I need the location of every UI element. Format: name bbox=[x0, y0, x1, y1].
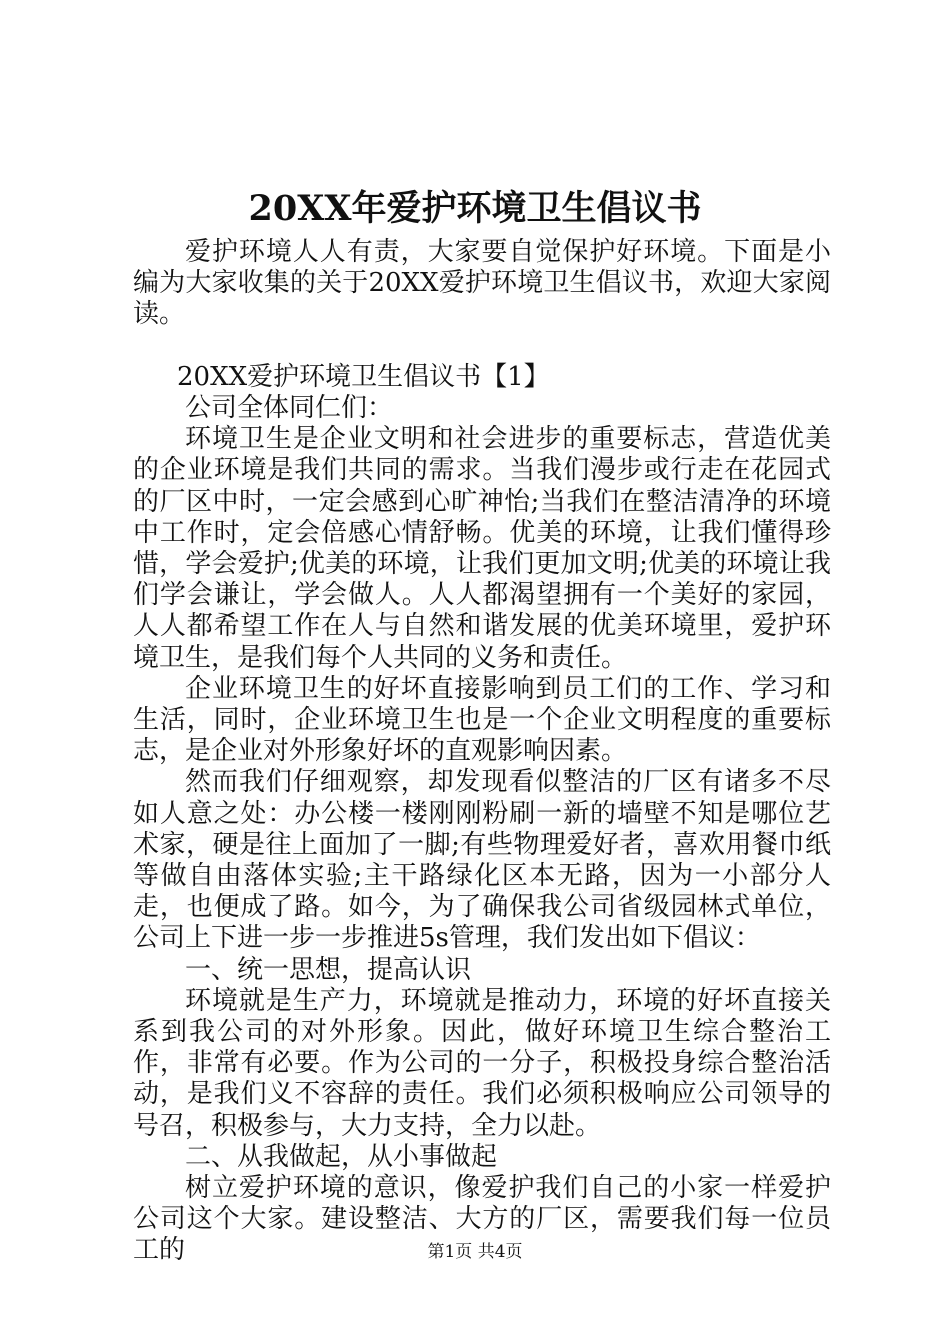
body-paragraph: 树立爱护环境的意识，像爱护我们自己的小家一样爱护公司这个大家。建设整洁、大方的厂区，需要我们每一位员工的 bbox=[133, 1173, 831, 1266]
body-paragraph: 企业环境卫生的好坏直接影响到员工们的工作、学习和生活，同时，企业环境卫生也是一个企业文明程度的重要标志，是企业对外形象好坏的直观影响因素。 bbox=[133, 673, 831, 767]
body-paragraph: 环境就是生产力，环境就是推动力，环境的好坏直接关系到我公司的对外形象。因此，做好环境卫生综合整治工作，非常有必要。作为公司的一分子，积极投身综合整治活动，是我们义不容辞的责任。我们必须积极响应公司领导的号召，积极参与，大力支持，全力以赴。 bbox=[133, 985, 831, 1141]
document-body bbox=[133, 237, 831, 1267]
intro-paragraph: 爱护环境人人有责，大家要自觉保护好环境。下面是小编为大家收集的关于20XX爱护环境卫生倡议书，欢迎大家阅读。 bbox=[133, 237, 831, 330]
blank-line bbox=[133, 331, 831, 362]
salutation: 公司全体同仁们： bbox=[185, 393, 394, 423]
document-title: 20XX年爱护环境卫生倡议书 bbox=[248, 188, 702, 229]
page-footer: 第1页 共4页 bbox=[427, 1242, 523, 1262]
body-paragraph: 环境卫生是企业文明和社会进步的重要标志，营造优美的企业环境是我们共同的需求。当我们漫步或行走在花园式的厂区中时，一定会感到心旷神怡;当我们在整洁清净的环境中工作时，定会倍感心情舒畅。优美的环境，让我们懂得珍惜，学会爱护;优美的环境，让我们更加文明;优美的环境让我们学会谦让，学会做人。人人都渴望拥有一个美好的家园，人人都希望工作在人与自然和谐发展的优美环境里，爱护环境卫生，是我们每个人共同的义务和责任。 bbox=[133, 424, 831, 673]
subheading: 一、统一思想，提高认识 bbox=[185, 954, 472, 985]
body-paragraph: 然而我们仔细观察，却发现看似整洁的厂区有诸多不尽如人意之处：办公楼一楼刚刚粉刷一新的墙壁不知是哪位艺术家，硬是往上面加了一脚;有些物理爱好者，喜欢用餐巾纸等做自由落体实验;主干路绿化区本无路，因为一小部分人走，也便成了路。如今，为了确保我公司省级园林式单位，公司上下进一步一步推进5s管理，我们发出如下倡议： bbox=[133, 767, 831, 954]
section-heading: 20XX爱护环境卫生倡议书【1】 bbox=[177, 361, 550, 392]
subheading: 二、从我做起，从小事做起 bbox=[185, 1141, 498, 1172]
